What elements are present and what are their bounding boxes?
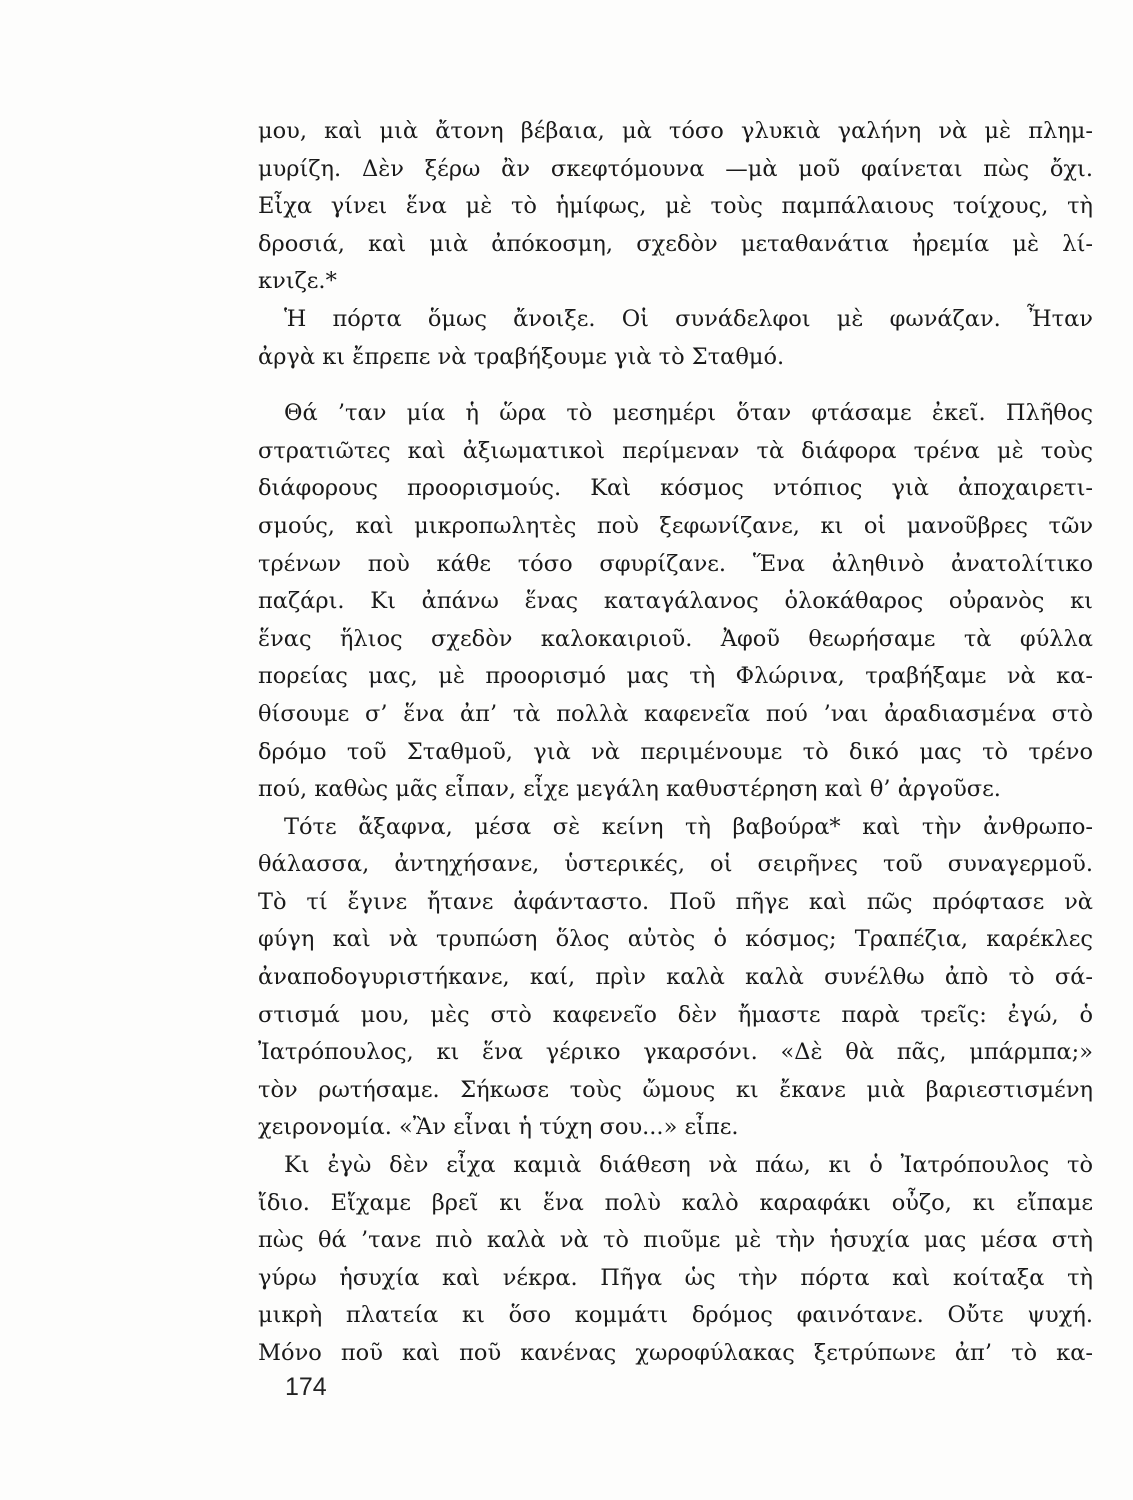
text-line: ἕνας ἥλιος σχεδὸν καλοκαιριοῦ. Ἀφοῦ θεωρήσαμε τὰ φύλλα [258,625,1093,652]
paragraph-gap [258,376,1093,395]
text-line: σμούς, καὶ μικροπωλητὲς ποὺ ξεφωνίζανε, κι οἱ μανοῦβρες τῶν [258,512,1093,539]
text-line: Θά ’ταν μία ἡ ὥρα τὸ μεσημέρι ὅταν φτάσαμε ἐκεῖ. Πλῆθος [284,400,1093,427]
text-line: φύγη καὶ νὰ τρυπώση ὅλος αὐτὸς ὁ κόσμος; Τραπέζια, καρέκλες [258,926,1093,953]
text-line: στρατιῶτες καὶ ἀξιωματικοὶ περίμεναν τὰ διάφορα τρένα μὲ τοὺς [258,437,1093,464]
text-line: γύρω ἡσυχία καὶ νέκρα. Πῆγα ὡς τὴν πόρτα καὶ κοίταξα τὴ [258,1264,1093,1291]
text-line: μικρὴ πλατεία κι ὅσο κομμάτι δρόμος φαινότανε. Οὔτε ψυχή. [258,1302,1093,1329]
text-line: δρόμο τοῦ Σταθμοῦ, γιὰ νὰ περιμένουμε τὸ δικό μας τὸ τρένο [258,738,1093,765]
text-line: Μόνο ποῦ καὶ ποῦ κανένας χωροφύλακας ξετρύπωνε ἀπ’ τὸ κα- [258,1340,1093,1366]
page-body-text [258,113,1093,1373]
text-line: δροσιά, καὶ μιὰ ἀπόκοσμη, σχεδὸν μεταθανάτια ἠρεμία μὲ λί- [258,230,1093,257]
text-line: στισμά μου, μὲς στὸ καφενεῖο δὲν ἤμαστε παρὰ τρεῖς: ἐγώ, ὁ [258,1001,1093,1028]
text-line: παζάρι. Κι ἀπάνω ἕνας καταγάλανος ὁλοκάθαρος οὐρανὸς κι [258,588,1093,615]
text-line: τὸν ρωτήσαμε. Σήκωσε τοὺς ὤμους κι ἔκανε μιὰ βαριεστισμένη [258,1076,1093,1103]
text-line: Ἰατρόπουλος, κι ἕνα γέρικο γκαρσόνι. «Δὲ θὰ πᾶς, μπάρμπα;» [258,1039,1093,1066]
text-line: Τότε ἄξαφνα, μέσα σὲ κείνη τὴ βαβούρα* καὶ τὴν ἀνθρωπο- [284,813,1093,840]
text-line: θίσουμε σ’ ἕνα ἀπ’ τὰ πολλὰ καφενεῖα πού ’ναι ἀραδιασμένα στὸ [258,700,1093,727]
text-line: Εἶχα γίνει ἕνα μὲ τὸ ἡμίφως, μὲ τοὺς παμπάλαιους τοίχους, τὴ [258,193,1093,220]
text-line: ἀργὰ κι ἔπρεπε νὰ τραβήξουμε γιὰ τὸ Σταθμό. [258,343,785,370]
text-line: πὼς θά ’τανε πιὸ καλὰ νὰ τὸ πιοῦμε μὲ τὴν ἡσυχία μας μέσα στὴ [258,1227,1093,1254]
page-number: 174 [285,1373,327,1401]
text-line: Τὸ τί ἔγινε ἤτανε ἀφάνταστο. Ποῦ πῆγε καὶ πῶς πρόφτασε νὰ [258,888,1093,915]
text-line: ἀναποδογυριστήκανε, καί, πρὶν καλὰ καλὰ συνέλθω ἀπὸ τὸ σά- [258,964,1093,991]
text-line: ἴδιο. Εἴχαμε βρεῖ κι ἕνα πολὺ καλὸ καραφάκι οὖζο, κι εἴπαμε [258,1189,1093,1216]
text-line: κνιζε.* [258,268,337,295]
text-line: πορείας μας, μὲ προορισμό μας τὴ Φλώρινα, τραβήξαμε νὰ κα- [258,663,1093,690]
text-line: χειρονομία. «Ἂν εἶναι ἡ τύχη σου...» εἶπε. [258,1114,739,1141]
text-line: πού, καθὼς μᾶς εἶπαν, εἶχε μεγάλη καθυστέρηση καὶ θ’ ἀργοῦσε. [258,776,1001,803]
text-line: τρένων ποὺ κάθε τόσο σφυρίζανε. Ἕνα ἀληθινὸ ἀνατολίτικο [258,550,1093,577]
text-line: διάφορους προορισμούς. Καὶ κόσμος ντόπιος γιὰ ἀποχαιρετι- [258,475,1093,502]
text-line: μου, καὶ μιὰ ἄτονη βέβαια, μὰ τόσο γλυκιὰ γαλήνη νὰ μὲ πλημ- [258,118,1093,144]
text-line: Ἡ πόρτα ὅμως ἄνοιξε. Οἱ συνάδελφοι μὲ φωνάζαν. Ἦταν [284,305,1093,332]
text-line: μυρίζη. Δὲν ξέρω ἂν σκεφτόμουνα —μὰ μοῦ φαίνεται πὼς ὄχι. [258,155,1093,182]
text-line: θάλασσα, ἀντηχήσανε, ὑστερικές, οἱ σειρῆνες τοῦ συναγερμοῦ. [258,851,1093,878]
text-line: Κι ἐγὼ δὲν εἶχα καμιὰ διάθεση νὰ πάω, κι ὁ Ἰατρόπουλος τὸ [284,1152,1093,1179]
